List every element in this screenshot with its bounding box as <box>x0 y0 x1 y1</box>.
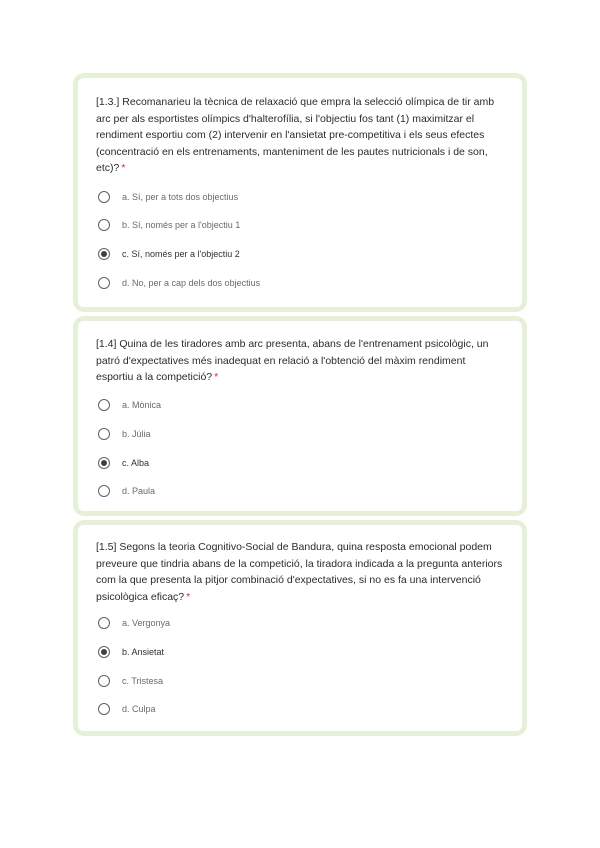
question-text: [1.3.] Recomanarieu la tècnica de relaxació que empra la selecció olímpica de tir amb arc per als esportistes olímpics d'halterofília, si l'objectiu fos tant (1) maximitzar el rendiment esportiu com (2) intervenir en l'ansietat pre-competitiva i els seus efectes (concentració en els entrenaments, manteniment de les pautes nutricionals i de son, etc)? * <box>96 96 495 174</box>
option-c[interactable] <box>98 455 149 471</box>
option-d[interactable] <box>98 701 156 717</box>
option-label: a. Vergonya <box>122 618 171 628</box>
question-text: [1.4] Quina de les tiradores amb arc presenta, abans de l'entrenament psicològic, un patró d'expectatives més inadequat en relació a l'obtenció del màxim rendiment esportiu a la competició? * <box>96 338 489 383</box>
option-label: c. Sí, només per a l'objectiu 2 <box>122 249 240 259</box>
radio-unchecked-icon[interactable] <box>98 617 110 629</box>
required-asterisk: * <box>121 162 126 174</box>
radio-unchecked-icon[interactable] <box>98 675 110 687</box>
option-label: d. Paula <box>122 486 156 496</box>
option-b[interactable] <box>98 644 164 660</box>
option-d[interactable] <box>98 275 260 291</box>
required-asterisk: * <box>214 371 219 383</box>
option-label: a. Mònica <box>122 400 162 410</box>
option-label: c. Alba <box>122 458 150 468</box>
question-card-1-4 <box>78 321 522 511</box>
question-card-1-3 <box>78 78 522 307</box>
option-label: a. Sí, per a tots dos objectius <box>122 192 239 202</box>
radio-checked-icon[interactable] <box>98 248 110 260</box>
option-label: b. Júlia <box>122 429 151 439</box>
option-label: b. Sí, només per a l'objectiu 1 <box>122 220 241 230</box>
option-label: d. No, per a cap dels dos objectius <box>122 278 261 288</box>
option-b[interactable] <box>98 426 151 442</box>
radio-checked-icon[interactable] <box>98 457 110 469</box>
radio-unchecked-icon[interactable] <box>98 485 110 497</box>
required-asterisk: * <box>186 590 191 603</box>
option-label: c. Tristesa <box>122 676 164 686</box>
radio-unchecked-icon[interactable] <box>98 703 110 715</box>
option-d[interactable] <box>98 483 155 499</box>
radio-checked-icon[interactable] <box>98 646 110 658</box>
question-text: [1.5] Segons la teoria Cognitivo-Social de Bandura, quina resposta emocional podem preveure que tindria abans de la competició, la tiradora indicada a la pregunta anteriors com la que presenta la pitjor combinació d'expectatives, si no es fa una intervenció psicològica eficaç? * <box>96 541 503 603</box>
radio-unchecked-icon[interactable] <box>98 428 110 440</box>
radio-unchecked-icon[interactable] <box>98 277 110 289</box>
radio-unchecked-icon[interactable] <box>98 191 110 203</box>
question-card-1-5 <box>78 525 522 731</box>
option-a[interactable] <box>98 189 238 205</box>
option-b[interactable] <box>98 217 240 233</box>
radio-unchecked-icon[interactable] <box>98 219 110 231</box>
option-a[interactable] <box>98 615 170 631</box>
option-a[interactable] <box>98 397 161 413</box>
option-c[interactable] <box>98 246 240 262</box>
option-c[interactable] <box>98 673 163 689</box>
radio-unchecked-icon[interactable] <box>98 399 110 411</box>
option-label: b. Ansietat <box>122 647 165 657</box>
option-label: d. Culpa <box>122 704 156 714</box>
